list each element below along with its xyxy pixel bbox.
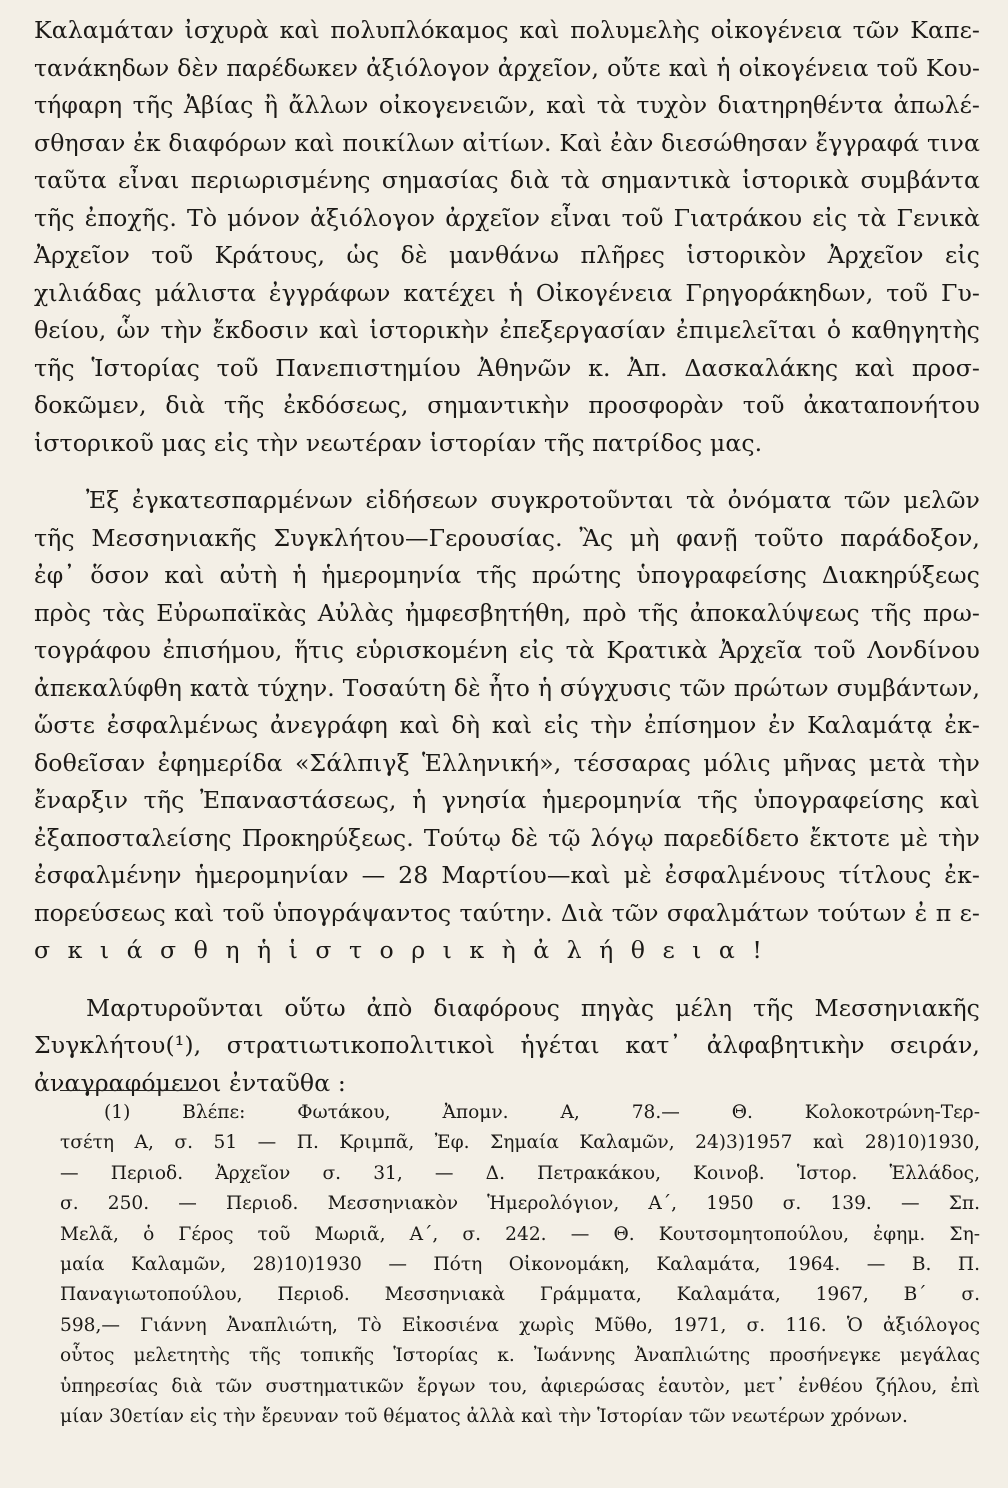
text-line: δοκῶμεν, διὰ τῆς ἐκδόσεως, σημαντικὴν προσφορὰν τοῦ ἀκαταπονήτου — [34, 391, 980, 419]
text-line: ἐφ᾽ ὅσον καὶ αὐτὴ ἡ ἡμερομηνία τῆς πρώτης ὑπογραφείσης Διακηρύξεως — [34, 561, 980, 589]
text-line: ἱστορικοῦ μας εἰς τὴν νεωτέραν ἱστορίαν τῆς πατρίδος μας. — [34, 428, 763, 457]
text-line: Καλαμάταν ἰσχυρὰ καὶ πολυπλόκαμος καὶ πολυμελὴς οἰκογένεια τῶν Καπε- — [34, 16, 980, 44]
text-line: σ κ ι ά σ θ η ἡ ἱ σ τ ο ρ ι κ ὴ ἀ λ ή θ ε ι α ! — [34, 936, 767, 964]
footnote-line: 598,— Γιάννη Ἀναπλιώτη, Τὸ Εἰκοσιένα χωρὶς Μῦθο, 1971, σ. 116. Ὁ ἀξιόλογος — [60, 1314, 980, 1336]
footnote-line: οὗτος μελετητὴς τῆς τοπικῆς Ἱστορίας κ. Ἰωάννης Ἀναπλιώτης προσήνεγκε μεγάλας — [60, 1345, 980, 1367]
footnote-line: (1) Βλέπε: Φωτάκου, Ἀπομν. Α, 78.— Θ. Κολοκοτρώνη-Τερ- — [104, 1102, 980, 1123]
footnote-line: Μελᾶ, ὁ Γέρος τοῦ Μωριᾶ, Α΄, σ. 242. — Θ. Κουτσομητοπούλου, ἐφημ. Ση- — [60, 1223, 980, 1245]
text-line: Συγκλήτου(¹), στρατιωτικοπολιτικοὶ ἡγέται κατ᾽ ἀλφαβητικὴν σειράν, — [34, 1031, 980, 1059]
paragraph-2 — [34, 482, 980, 970]
text-line: τήφαρη τῆς Ἀβίας ἢ ἄλλων οἰκογενειῶν, καὶ τὰ τυχὸν διατηρηθέντα ἀπωλέ- — [34, 91, 980, 119]
text-line: τογράφου ἐπισήμου, ἥτις εὑρισκομένη εἰς τὰ Κρατικὰ Ἀρχεῖα τοῦ Λονδίνου — [34, 636, 980, 664]
text-line: δοθεῖσαν ἐφημερίδα «Σάλπιγξ Ἑλληνική», τέσσαρας μόλις μῆνας μετὰ τὴν — [34, 748, 980, 777]
text-line: τῆς ἐποχῆς. Τὸ μόνον ἀξιόλογον ἀρχεῖον εἶναι τοῦ Γιατράκου εἰς τὰ Γενικὰ — [34, 203, 980, 232]
text-line: ὥστε ἐσφαλμένως ἀνεγράφη καὶ δὴ καὶ εἰς τὴν ἐπίσημον ἐν Καλαμάτᾳ ἐκ- — [34, 711, 980, 739]
footnote-line: σ. 250. — Περιοδ. Μεσσηνιακὸν Ἡμερολόγιον, Α΄, 1950 σ. 139. — Σπ. — [60, 1193, 980, 1215]
footnote-separator — [60, 1090, 198, 1091]
text-line: ταῦτα εἶναι περιωρισμένης σημασίας διὰ τὰ σημαντικὰ ἱστορικὰ συμβάντα — [34, 166, 980, 194]
footnote-line: μαία Καλαμῶν, 28)10)1930 — Πότη Οἰκονομάκη, Καλαμάτα, 1964. — Β. Π. — [60, 1254, 980, 1276]
footnote-line: ὑπηρεσίας διὰ τῶν συστηματικῶν ἔργων του, ἀφιερώσας ἑαυτὸν, μετ᾽ ἐνθέου ζήλου, ἐπὶ — [60, 1375, 980, 1397]
text-line: σθησαν ἐκ διαφόρων καὶ ποικίλων αἰτίων. Καὶ ἐὰν διεσώθησαν ἔγγραφά τινα — [34, 128, 980, 157]
text-line: πρὸς τὰς Εὐρωπαϊκὰς Αὐλὰς ἠμφεσβητήθη, πρὸ τῆς ἀποκαλύψεως τῆς πρω- — [34, 598, 980, 627]
footnote-line: μίαν 30ετίαν εἰς τὴν ἔρευναν τοῦ θέματος ἀλλὰ καὶ τὴν Ἱστορίαν τῶν νεωτέρων χρόνων. — [60, 1406, 908, 1428]
text-line: τῆς Μεσσηνιακῆς Συγκλήτου—Γερουσίας. Ἂς μὴ φανῇ τοῦτο παράδοξον, — [34, 523, 980, 552]
footnote — [60, 1098, 980, 1432]
footnote-line: τσέτη Α, σ. 51 — Π. Κριμπᾶ, Ἐφ. Σημαία Καλαμῶν, 24)3)1957 καὶ 28)10)1930, — [60, 1132, 980, 1154]
text-line: ἐξαποσταλείσης Προκηρύξεως. Τούτῳ δὲ τῷ λόγῳ παρεδίδετο ἔκτοτε μὲ τὴν — [34, 823, 980, 852]
paragraph-1 — [34, 12, 980, 462]
text-line: ἔναρξιν τῆς Ἐπαναστάσεως, ἡ γνησία ἡμερομηνία τῆς ὑπογραφείσης καὶ — [34, 786, 980, 814]
text-line: Ἐξ ἐγκατεσπαρμένων εἰδήσεων συγκροτοῦνται τὰ ὀνόματα τῶν μελῶν — [86, 486, 980, 514]
paragraph-3 — [34, 990, 980, 1103]
footnote-line: — Περιοδ. Ἀρχεῖον σ. 31, — Δ. Πετρακάκου, Κοινοβ. Ἱστορ. Ἑλλάδος, — [60, 1162, 980, 1184]
text-line: Μαρτυροῦνται οὕτω ἀπὸ διαφόρους πηγὰς μέλη τῆς Μεσσηνιακῆς — [86, 993, 980, 1022]
text-line: πορεύσεως καὶ τοῦ ὑπογράψαντος ταύτην. Διὰ τῶν σφαλμάτων τούτων ἐ π ε- — [34, 898, 980, 927]
text-line: τανάκηδων δὲν παρέδωκεν ἀξιόλογον ἀρχεῖον, οὔτε καὶ ἡ οἰκογένεια τοῦ Κου- — [34, 53, 980, 82]
text-line: ἀναγραφόμενοι ἐνταῦθα : — [34, 1068, 346, 1097]
text-line: ἐσφαλμένην ἡμερομηνίαν — 28 Μαρτίου—καὶ μὲ ἐσφαλμένους τίτλους ἐκ- — [34, 861, 980, 889]
text-line: ἀπεκαλύφθη κατὰ τύχην. Τοσαύτη δὲ ἦτο ἡ σύγχυσις τῶν πρώτων συμβάντων, — [34, 673, 980, 702]
text-line: θείου, ὧν τὴν ἔκδοσιν καὶ ἱστορικὴν ἐπεξεργασίαν ἐπιμελεῖται ὁ καθηγητὴς — [34, 316, 980, 344]
book-page — [34, 12, 980, 1102]
text-line: χιλιάδας μάλιστα ἐγγράφων κατέχει ἡ Οἰκογένεια Γρηγοράκηδων, τοῦ Γυ- — [34, 278, 980, 307]
text-line: Ἀρχεῖον τοῦ Κράτους, ὡς δὲ μανθάνω πλῆρες ἱστορικὸν Ἀρχεῖον εἰς — [34, 241, 980, 269]
footnote-line: Παναγιωτοπούλου, Περιοδ. Μεσσηνιακὰ Γράμματα, Καλαμάτα, 1967, Β΄ σ. — [60, 1284, 980, 1306]
text-line: τῆς Ἱστορίας τοῦ Πανεπιστημίου Ἀθηνῶν κ. Ἀπ. Δασκαλάκης καὶ προσ- — [34, 353, 980, 382]
